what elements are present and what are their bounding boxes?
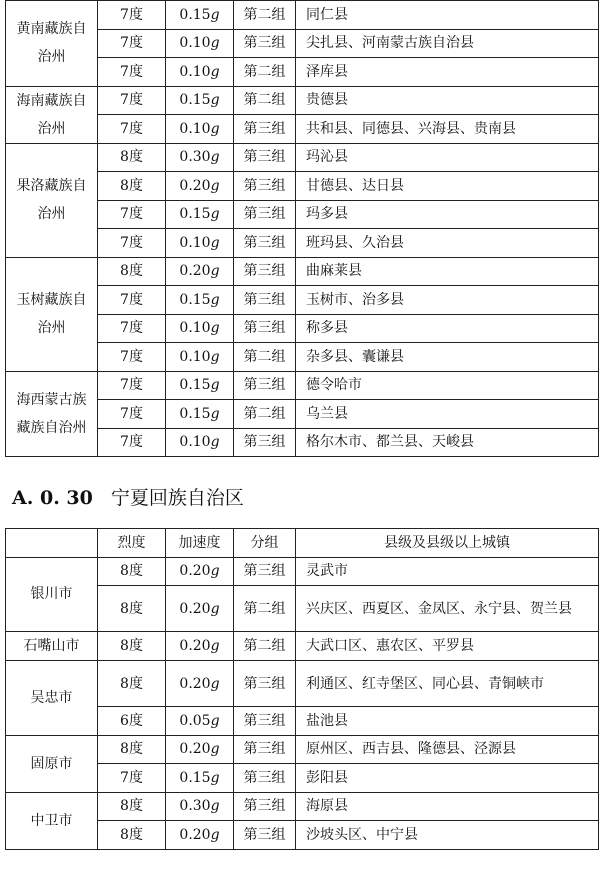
table-row — [6, 371, 599, 400]
towns-cell: 德令哈市 — [296, 371, 599, 400]
towns-cell: 共和县、同德县、兴海县、贵南县 — [296, 115, 599, 144]
acceleration-unit: g — [210, 177, 220, 194]
acceleration-value: 0.15 — [179, 377, 211, 394]
acceleration-unit: g — [210, 769, 220, 786]
acceleration-value: 0.30 — [179, 149, 211, 166]
table-row — [6, 661, 599, 707]
acceleration-unit: g — [210, 826, 220, 843]
intensity-cell: 8度 — [98, 257, 166, 286]
group-cell: 第二组 — [234, 58, 296, 87]
towns-cell: 原州区、西吉县、隆德县、泾源县 — [296, 735, 599, 764]
intensity-cell: 8度 — [98, 632, 166, 661]
acceleration-value: 0.20 — [179, 741, 211, 758]
region-cell: 吴忠市 — [6, 661, 98, 736]
qinghai-seismic-table — [5, 0, 599, 457]
region-cell: 中卫市 — [6, 792, 98, 849]
acceleration-unit: g — [210, 92, 220, 109]
acceleration-value: 0.10 — [179, 234, 211, 251]
group-cell: 第二组 — [234, 343, 296, 372]
towns-cell: 贵德县 — [296, 86, 599, 115]
acceleration-unit: g — [210, 6, 220, 23]
acceleration-value: 0.20 — [179, 263, 211, 280]
acceleration-value: 0.20 — [179, 826, 211, 843]
acceleration-value: 0.15 — [179, 405, 211, 422]
group-cell: 第三组 — [234, 735, 296, 764]
towns-cell: 沙坡头区、中宁县 — [296, 821, 599, 850]
group-cell: 第三组 — [234, 792, 296, 821]
ningxia-seismic-table — [5, 528, 599, 850]
acceleration-value: 0.20 — [179, 563, 211, 580]
intensity-cell: 7度 — [98, 286, 166, 315]
header-towns: 县级及县级以上城镇 — [296, 529, 599, 558]
acceleration-unit: g — [210, 377, 220, 394]
towns-cell: 灵武市 — [296, 557, 599, 586]
group-cell: 第三组 — [234, 229, 296, 258]
intensity-cell: 8度 — [98, 557, 166, 586]
intensity-cell: 7度 — [98, 58, 166, 87]
intensity-cell: 8度 — [98, 586, 166, 632]
acceleration-value: 0.20 — [179, 177, 211, 194]
section-title: 宁夏回族自治区 — [110, 487, 244, 509]
group-cell: 第三组 — [234, 821, 296, 850]
towns-cell: 彭阳县 — [296, 764, 599, 793]
intensity-cell: 6度 — [98, 707, 166, 736]
intensity-cell: 7度 — [98, 400, 166, 429]
acceleration-value: 0.10 — [179, 35, 211, 52]
acceleration-cell — [166, 707, 234, 736]
towns-cell: 海原县 — [296, 792, 599, 821]
acceleration-cell — [166, 314, 234, 343]
group-cell: 第三组 — [234, 286, 296, 315]
towns-cell: 盐池县 — [296, 707, 599, 736]
acceleration-cell — [166, 172, 234, 201]
acceleration-unit: g — [210, 348, 220, 365]
towns-cell: 玉树市、治多县 — [296, 286, 599, 315]
acceleration-cell — [166, 632, 234, 661]
qinghai-table-body — [6, 1, 599, 457]
group-cell: 第三组 — [234, 200, 296, 229]
region-cell: 黄南藏族自治州 — [6, 1, 98, 87]
acceleration-value: 0.10 — [179, 63, 211, 80]
region-cell: 石嘴山市 — [6, 632, 98, 661]
towns-cell: 称多县 — [296, 314, 599, 343]
towns-cell: 格尔木市、都兰县、天峻县 — [296, 428, 599, 457]
towns-cell: 同仁县 — [296, 1, 599, 30]
acceleration-unit: g — [210, 149, 220, 166]
towns-cell: 乌兰县 — [296, 400, 599, 429]
group-cell: 第三组 — [234, 172, 296, 201]
acceleration-cell — [166, 821, 234, 850]
acceleration-cell — [166, 200, 234, 229]
header-group: 分组 — [234, 529, 296, 558]
region-cell: 海西蒙古族藏族自治州 — [6, 371, 98, 457]
acceleration-value: 0.15 — [179, 769, 211, 786]
acceleration-cell — [166, 29, 234, 58]
towns-cell: 尖扎县、河南蒙古族自治县 — [296, 29, 599, 58]
acceleration-value: 0.15 — [179, 206, 211, 223]
acceleration-cell — [166, 400, 234, 429]
acceleration-cell — [166, 735, 234, 764]
acceleration-cell — [166, 586, 234, 632]
acceleration-unit: g — [210, 206, 220, 223]
acceleration-cell — [166, 143, 234, 172]
table-row — [6, 143, 599, 172]
acceleration-value: 0.15 — [179, 6, 211, 23]
group-cell: 第二组 — [234, 586, 296, 632]
acceleration-cell — [166, 86, 234, 115]
acceleration-unit: g — [210, 741, 220, 758]
acceleration-value: 0.20 — [179, 638, 211, 654]
acceleration-unit: g — [210, 263, 220, 280]
acceleration-unit: g — [210, 434, 220, 451]
towns-cell: 曲麻莱县 — [296, 257, 599, 286]
acceleration-value: 0.10 — [179, 320, 211, 337]
table-row — [6, 735, 599, 764]
acceleration-unit: g — [210, 563, 220, 580]
table-row — [6, 1, 599, 30]
acceleration-value: 0.20 — [179, 600, 211, 617]
acceleration-value: 0.30 — [179, 798, 211, 815]
group-cell: 第二组 — [234, 1, 296, 30]
group-cell: 第三组 — [234, 707, 296, 736]
acceleration-unit: g — [210, 120, 220, 137]
acceleration-value: 0.05 — [179, 712, 211, 729]
intensity-cell: 8度 — [98, 792, 166, 821]
ningxia-table-body — [6, 557, 599, 849]
group-cell: 第三组 — [234, 557, 296, 586]
intensity-cell: 7度 — [98, 29, 166, 58]
acceleration-unit: g — [210, 600, 220, 617]
acceleration-cell — [166, 343, 234, 372]
intensity-cell: 7度 — [98, 229, 166, 258]
towns-cell: 利通区、红寺堡区、同心县、青铜峡市 — [296, 661, 599, 707]
acceleration-unit: g — [210, 234, 220, 251]
header-acceleration: 加速度 — [166, 529, 234, 558]
towns-cell: 玛多县 — [296, 200, 599, 229]
region-cell: 固原市 — [6, 735, 98, 792]
group-cell: 第三组 — [234, 314, 296, 343]
section-heading — [12, 484, 244, 512]
header-region — [6, 529, 98, 558]
header-intensity: 烈度 — [98, 529, 166, 558]
group-cell: 第三组 — [234, 428, 296, 457]
towns-cell: 杂多县、囊谦县 — [296, 343, 599, 372]
acceleration-value: 0.15 — [179, 291, 211, 308]
intensity-cell: 8度 — [98, 661, 166, 707]
section-number: A. 0. 30 — [12, 487, 93, 509]
intensity-cell: 7度 — [98, 1, 166, 30]
intensity-cell: 8度 — [98, 821, 166, 850]
towns-cell: 兴庆区、西夏区、金凤区、永宁县、贺兰县 — [296, 586, 599, 632]
group-cell: 第三组 — [234, 143, 296, 172]
table-row — [6, 86, 599, 115]
intensity-cell: 8度 — [98, 143, 166, 172]
acceleration-cell — [166, 115, 234, 144]
acceleration-cell — [166, 1, 234, 30]
acceleration-unit: g — [210, 291, 220, 308]
intensity-cell: 7度 — [98, 428, 166, 457]
group-cell: 第三组 — [234, 29, 296, 58]
towns-cell: 泽库县 — [296, 58, 599, 87]
table-row — [6, 557, 599, 586]
acceleration-value: 0.10 — [179, 120, 211, 137]
acceleration-cell — [166, 557, 234, 586]
acceleration-value: 0.20 — [179, 675, 211, 692]
table-row — [6, 792, 599, 821]
acceleration-cell — [166, 764, 234, 793]
group-cell: 第三组 — [234, 371, 296, 400]
region-cell: 玉树藏族自治州 — [6, 257, 98, 371]
acceleration-unit: g — [210, 638, 220, 654]
acceleration-value: 0.10 — [179, 348, 211, 365]
intensity-cell: 7度 — [98, 764, 166, 793]
intensity-cell: 7度 — [98, 200, 166, 229]
region-cell: 果洛藏族自治州 — [6, 143, 98, 257]
intensity-cell: 7度 — [98, 115, 166, 144]
group-cell: 第三组 — [234, 764, 296, 793]
group-cell: 第二组 — [234, 86, 296, 115]
group-cell: 第三组 — [234, 115, 296, 144]
acceleration-cell — [166, 792, 234, 821]
intensity-cell: 7度 — [98, 86, 166, 115]
acceleration-unit: g — [210, 320, 220, 337]
intensity-cell: 7度 — [98, 314, 166, 343]
towns-cell: 甘德县、达日县 — [296, 172, 599, 201]
table-row — [6, 257, 599, 286]
acceleration-unit: g — [210, 798, 220, 815]
group-cell: 第二组 — [234, 632, 296, 661]
acceleration-cell — [166, 229, 234, 258]
acceleration-cell — [166, 371, 234, 400]
intensity-cell: 8度 — [98, 172, 166, 201]
acceleration-unit: g — [210, 405, 220, 422]
group-cell: 第三组 — [234, 257, 296, 286]
acceleration-unit: g — [210, 35, 220, 52]
acceleration-cell — [166, 428, 234, 457]
ningxia-table-header — [6, 529, 599, 558]
acceleration-unit: g — [210, 675, 220, 692]
acceleration-value: 0.15 — [179, 92, 211, 109]
acceleration-cell — [166, 58, 234, 87]
acceleration-cell — [166, 661, 234, 707]
acceleration-cell — [166, 286, 234, 315]
group-cell: 第三组 — [234, 661, 296, 707]
region-cell: 海南藏族自治州 — [6, 86, 98, 143]
towns-cell: 玛沁县 — [296, 143, 599, 172]
acceleration-value: 0.10 — [179, 434, 211, 451]
intensity-cell: 7度 — [98, 371, 166, 400]
towns-cell: 大武口区、惠农区、平罗县 — [296, 632, 599, 661]
intensity-cell: 7度 — [98, 343, 166, 372]
region-cell: 银川市 — [6, 557, 98, 632]
table-row — [6, 632, 599, 661]
towns-cell: 班玛县、久治县 — [296, 229, 599, 258]
acceleration-cell — [166, 257, 234, 286]
acceleration-unit: g — [210, 712, 220, 729]
group-cell: 第二组 — [234, 400, 296, 429]
acceleration-unit: g — [210, 63, 220, 80]
intensity-cell: 8度 — [98, 735, 166, 764]
